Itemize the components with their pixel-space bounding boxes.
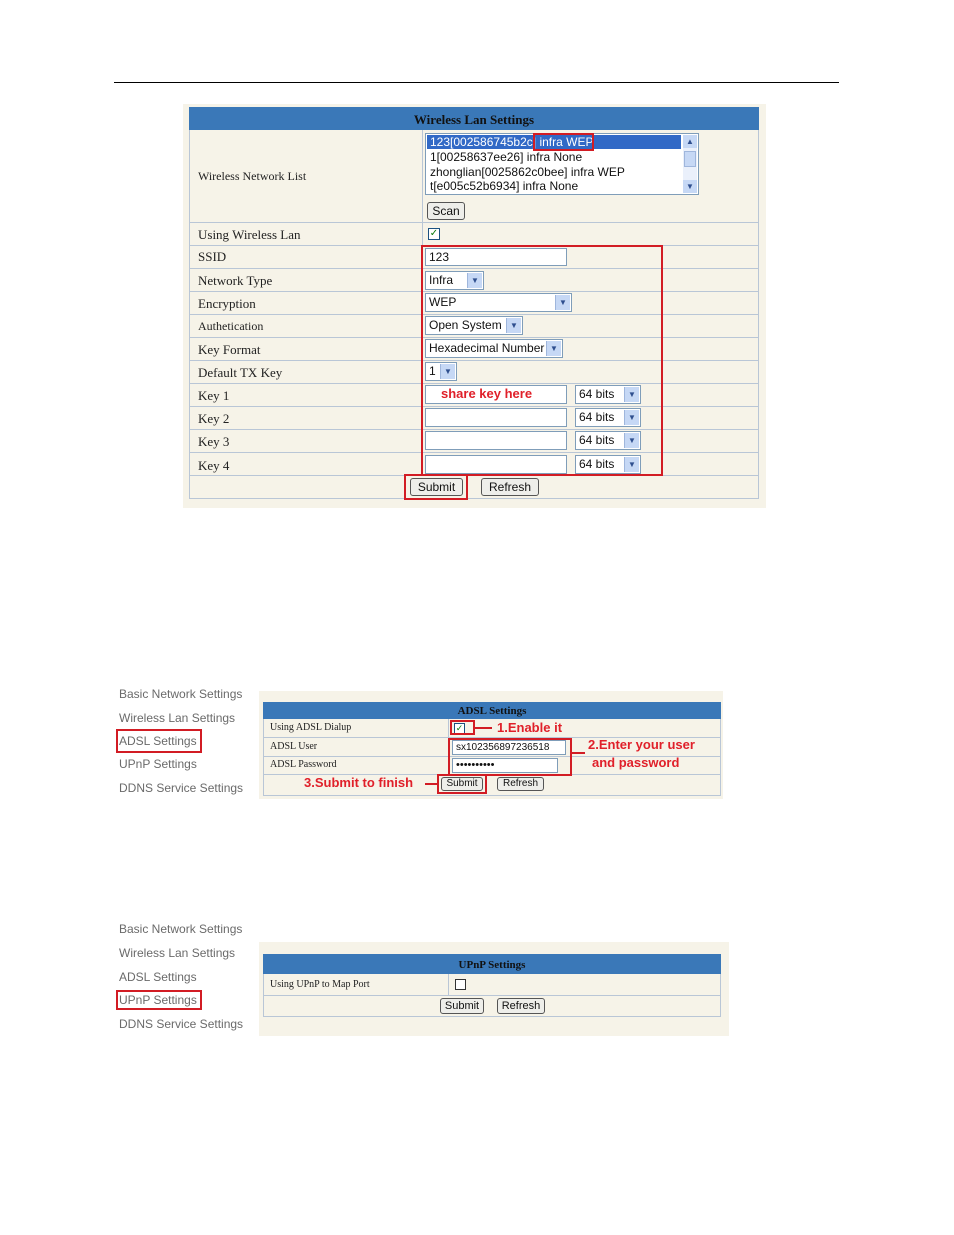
default-tx-value: 1 [429, 364, 436, 378]
wireless-settings-title: Wireless Lan Settings [189, 107, 759, 130]
wireless-refresh-button[interactable]: Refresh [481, 478, 539, 496]
list-item[interactable] [430, 150, 582, 165]
row-divider [263, 1016, 721, 1017]
network-name: 123[002586745b2c] [430, 135, 537, 149]
network-type-value: Infra [429, 273, 454, 287]
scroll-down-icon[interactable]: ▼ [683, 180, 697, 193]
table-border [720, 719, 721, 795]
auth-value: Open System [429, 318, 502, 332]
upnp-map-checkbox[interactable] [455, 979, 466, 990]
key4-bits-value: 64 bits [579, 457, 615, 471]
scan-button[interactable]: Scan [427, 202, 465, 220]
chevron-down-icon: ▼ [624, 387, 639, 402]
adsl-password-label: ADSL Password [270, 759, 337, 770]
chevron-down-icon: ▼ [624, 410, 639, 425]
chevron-down-icon: ▼ [624, 457, 639, 472]
highlight-box-submit [404, 474, 468, 500]
adsl-submit-button[interactable]: Submit [441, 777, 483, 791]
annotation-submit: 3.Submit to finish [304, 775, 414, 790]
annotation-user-line2: and password [592, 755, 680, 770]
using-wireless-label: Using Wireless Lan [198, 227, 301, 242]
scroll-thumb[interactable] [684, 151, 696, 167]
annotation-enable: 1.Enable it [497, 720, 563, 735]
list-item[interactable] [430, 165, 625, 180]
adsl-settings-title: ADSL Settings [263, 702, 721, 719]
nav-adsl[interactable]: ADSL Settings [119, 734, 197, 748]
highlight-box-nav-adsl [116, 729, 202, 753]
key1-bits-value: 64 bits [579, 387, 615, 401]
nav-wireless-lan[interactable]: Wireless Lan Settings [119, 711, 236, 725]
nav-adsl[interactable]: ADSL Settings [119, 970, 197, 984]
key-format-value: Hexadecimal Number [429, 341, 545, 355]
adsl-refresh-button[interactable]: Refresh [497, 777, 544, 791]
key-format-label: Key Format [198, 342, 261, 357]
row-divider [189, 498, 759, 499]
highlight-box-credentials [448, 738, 572, 776]
key2-bits-value: 64 bits [579, 410, 615, 424]
network-name: 1[00258637ee26] [430, 150, 524, 164]
wireless-submit-button[interactable]: Submit [410, 478, 463, 496]
default-tx-label: Default TX Key [198, 365, 283, 380]
chevron-down-icon: ▼ [624, 433, 639, 448]
encryption-label: Encryption [198, 296, 256, 311]
network-type: infra WEP [539, 135, 594, 149]
chevron-down-icon: ▼ [467, 273, 482, 288]
chevron-down-icon: ▼ [546, 341, 561, 356]
annotation-line-enable [475, 727, 492, 729]
annotation-line-submit [425, 783, 437, 785]
chevron-down-icon: ▼ [506, 318, 521, 333]
nav-upnp[interactable]: UPnP Settings [119, 757, 197, 771]
nav-ddns[interactable]: DDNS Service Settings [119, 781, 244, 795]
annotation-line-user [572, 752, 585, 754]
upnp-settings-title: UPnP Settings [263, 954, 721, 974]
key1-hint: share key here [441, 386, 533, 401]
adsl-user-label: ADSL User [270, 741, 318, 752]
adsl-user-input[interactable]: sx102356897236518 [452, 740, 566, 755]
column-divider [448, 974, 449, 996]
key3-bits-value: 64 bits [579, 433, 615, 447]
network-type: infra None [526, 150, 583, 164]
adsl-dialup-label: Using ADSL Dialup [270, 722, 352, 733]
key1-label: Key 1 [198, 388, 230, 403]
upnp-map-label: Using UPnP to Map Port [270, 979, 370, 990]
nav-wireless-lan[interactable]: Wireless Lan Settings [119, 946, 236, 960]
chevron-down-icon: ▼ [440, 364, 455, 379]
ssid-label: SSID [198, 249, 227, 264]
nav-upnp[interactable]: UPnP Settings [119, 993, 197, 1007]
chevron-down-icon: ▼ [555, 295, 570, 310]
encryption-value: WEP [429, 295, 457, 309]
key4-label: Key 4 [198, 458, 230, 473]
highlight-box-nav-upnp [116, 990, 202, 1010]
network-type: infra None [522, 179, 579, 193]
nav-basic-network[interactable]: Basic Network Settings [119, 922, 243, 936]
network-list-label: Wireless Network List [198, 169, 307, 183]
highlight-box-dialup [450, 720, 475, 735]
adsl-dialup-checkbox[interactable]: ✓ [455, 723, 464, 733]
annotation-user-line1: 2.Enter your user [588, 737, 695, 752]
key3-label: Key 3 [198, 434, 230, 449]
key2-label: Key 2 [198, 411, 230, 426]
nav-basic-network[interactable]: Basic Network Settings [119, 687, 243, 701]
table-border [263, 719, 264, 795]
network-type: infra WEP [570, 165, 625, 179]
listbox-scrollbar[interactable] [683, 135, 697, 193]
row-divider [189, 222, 759, 223]
row-divider [263, 795, 721, 796]
page-header-rule [114, 82, 839, 83]
upnp-refresh-button[interactable]: Refresh [497, 998, 545, 1014]
network-name: t[e005c52b6934] [430, 179, 520, 193]
nav-ddns[interactable]: DDNS Service Settings [119, 1017, 244, 1031]
network-name: zhonglian[0025862c0bee] [430, 165, 568, 179]
highlight-box-settings [421, 245, 663, 476]
auth-label: Authetication [198, 319, 264, 333]
adsl-password-input[interactable]: •••••••••• [452, 758, 558, 773]
row-divider [263, 995, 721, 996]
ssid-input[interactable]: 123 [425, 248, 567, 266]
upnp-submit-button[interactable]: Submit [440, 998, 484, 1014]
highlight-box-encryption-type [533, 133, 594, 151]
list-item[interactable] [430, 179, 578, 194]
using-wireless-checkbox[interactable]: ✓ [429, 228, 439, 239]
scroll-up-icon[interactable]: ▲ [683, 135, 697, 148]
highlight-box-adsl-submit [437, 774, 487, 794]
network-type-label: Network Type [198, 273, 273, 288]
